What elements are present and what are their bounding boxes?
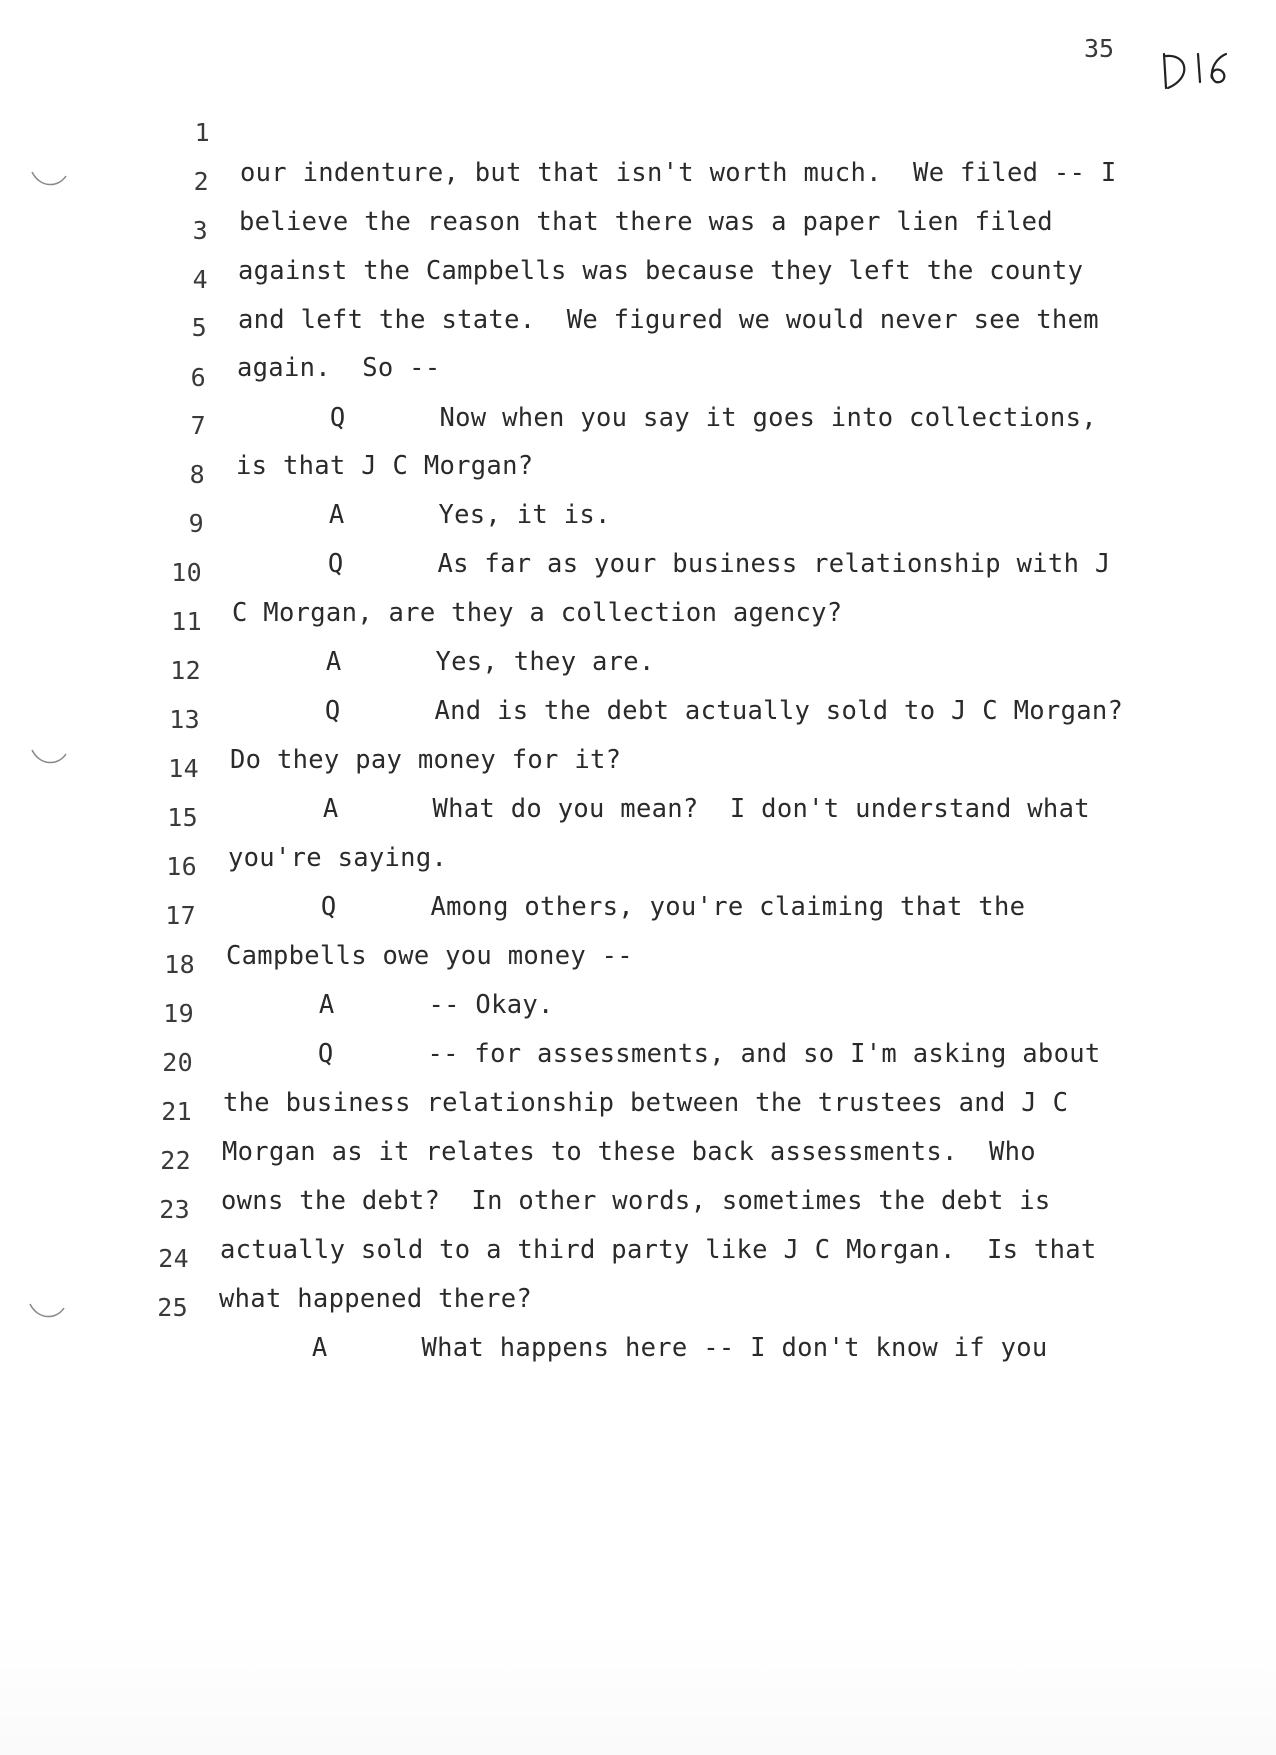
line-number: 5 <box>191 313 207 342</box>
line-text: Q As far as your business relationship with J <box>234 549 1111 579</box>
line-text: the business relationship between the trustees and J C <box>223 1088 1069 1118</box>
line-number: 18 <box>164 950 195 979</box>
line-number: 15 <box>167 803 198 832</box>
line-text: against the Campbells was because they left the county <box>238 256 1084 286</box>
line-number: 11 <box>171 607 202 636</box>
line-number: 3 <box>192 216 208 245</box>
line-number: 2 <box>193 167 209 196</box>
line-text: A -- Okay. <box>225 990 554 1020</box>
line-number: 12 <box>170 656 201 685</box>
line-text: Q -- for assessments, and so I'm asking about <box>224 1039 1101 1069</box>
line-number: 4 <box>192 265 208 294</box>
line-text: A What do you mean? I don't understand what <box>229 794 1090 824</box>
line-number: 1 <box>194 118 210 147</box>
transcript-line <box>160 73 1117 188</box>
line-number: 19 <box>163 999 194 1028</box>
line-text: what happened there? <box>219 1284 533 1314</box>
page-number: 35 <box>1084 34 1115 63</box>
line-number: 8 <box>189 460 205 489</box>
line-text: A What happens here -- I don't know if you <box>218 1333 1048 1363</box>
line-text: owns the debt? In other words, sometimes the debt is <box>221 1186 1051 1216</box>
line-text: Campbells owe you money -- <box>226 941 633 971</box>
line-text: A Yes, it is. <box>235 500 611 530</box>
line-number: 21 <box>161 1097 192 1126</box>
line-text: our indenture, but that isn't worth much. We filed -- I <box>240 158 1117 188</box>
line-number: 22 <box>160 1146 191 1175</box>
line-text: C Morgan, are they a collection agency? <box>232 598 843 628</box>
line-text: you're saying. <box>228 843 448 873</box>
line-number: 25 <box>157 1293 188 1322</box>
line-number: 7 <box>190 411 206 440</box>
line-text: again. So -- <box>237 353 441 383</box>
line-number: 23 <box>159 1195 190 1224</box>
line-text: Q And is the debt actually sold to J C Morgan? <box>231 696 1124 726</box>
line-text: actually sold to a third party like J C Morgan. Is that <box>220 1235 1097 1265</box>
line-number: 10 <box>171 558 202 587</box>
line-text: believe the reason that there was a paper lien filed <box>239 207 1053 237</box>
line-number: 24 <box>158 1244 189 1273</box>
line-text: Q Now when you say it goes into collections, <box>236 403 1097 433</box>
transcript-line <box>157 268 441 383</box>
line-number: 14 <box>168 754 199 783</box>
line-text: Q Among others, you're claiming that the <box>227 892 1026 922</box>
line-number: 17 <box>165 901 196 930</box>
line-number: 9 <box>188 509 204 538</box>
line-text: is that J C Morgan? <box>236 451 534 481</box>
line-number: 13 <box>169 705 200 734</box>
line-text: Do they pay money for it? <box>230 745 622 775</box>
line-text: Morgan as it relates to these back assessments. Who <box>222 1137 1036 1167</box>
line-text: and left the state. We figured we would never see them <box>238 305 1099 335</box>
line-text: A Yes, they are. <box>232 647 655 677</box>
line-number: 6 <box>190 363 206 392</box>
line-number: 16 <box>166 852 197 881</box>
scan-shadow <box>0 1630 1276 1755</box>
line-number: 20 <box>162 1048 193 1077</box>
